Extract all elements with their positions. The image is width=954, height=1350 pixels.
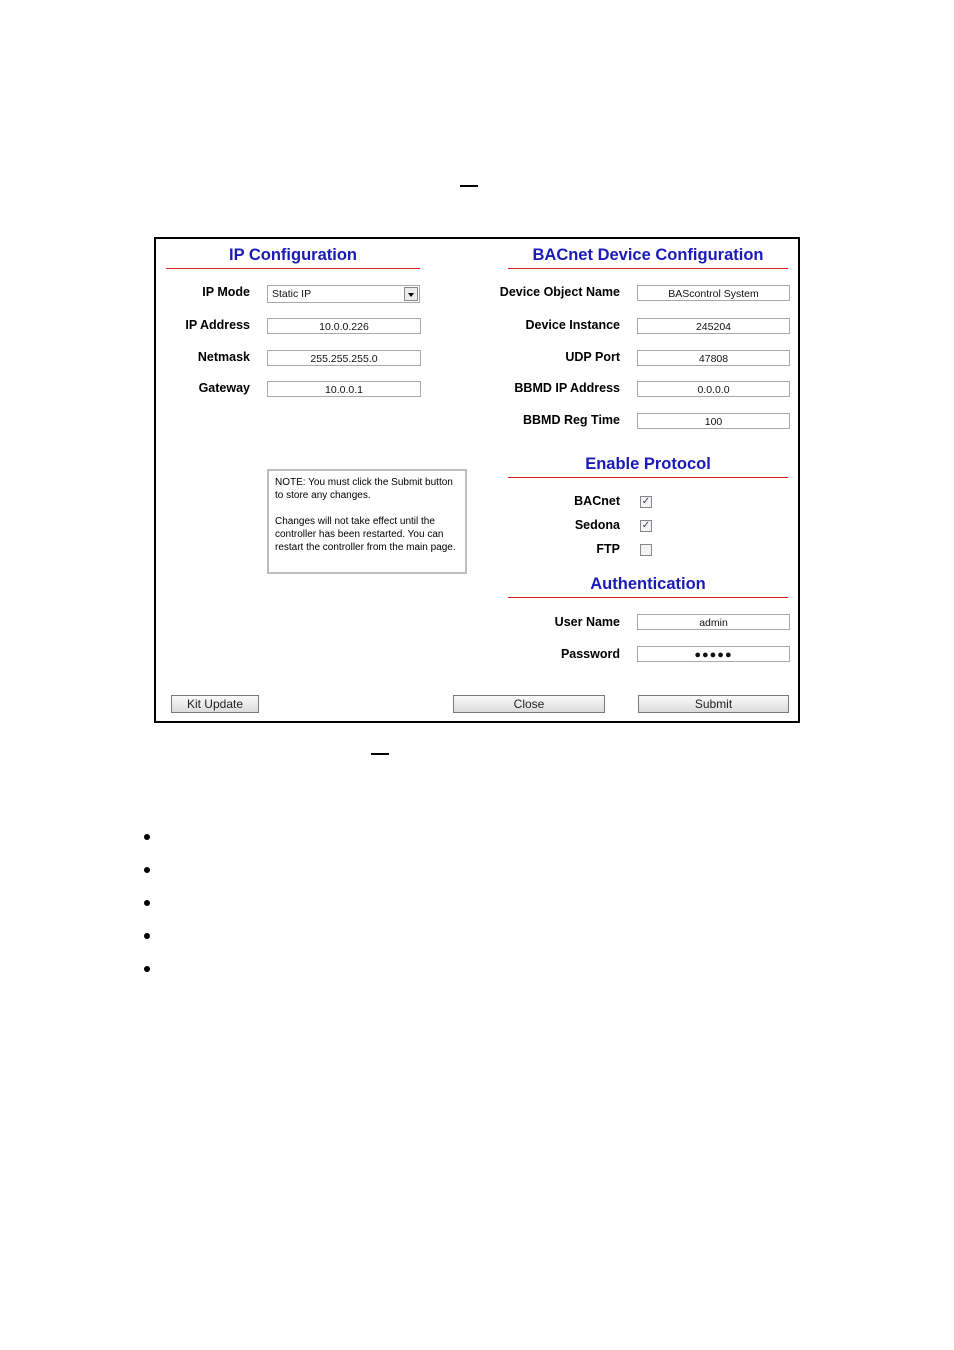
bacnet-config-title: BACnet Device Configuration <box>532 246 764 264</box>
bullet-point <box>144 966 150 972</box>
netmask-input[interactable]: 255.255.255.0 <box>267 350 421 366</box>
note-box <box>267 469 467 574</box>
ftp-protocol-label: FTP <box>596 542 620 556</box>
bbmd-reg-time-label: BBMD Reg Time <box>522 413 620 427</box>
chevron-down-icon[interactable] <box>404 287 418 301</box>
bacnet-checkbox[interactable]: ✓ <box>641 496 651 507</box>
bacnet-protocol-label: BACnet <box>574 494 620 508</box>
authentication-rule <box>508 597 788 598</box>
device-instance-label: Device Instance <box>525 318 620 332</box>
page-dash-bottom <box>371 753 389 755</box>
bullet-point <box>144 834 150 840</box>
gateway-input[interactable]: 10.0.0.1 <box>267 381 421 397</box>
user-name-input[interactable]: admin <box>637 614 790 630</box>
kit-update-button[interactable]: Kit Update <box>171 695 259 713</box>
netmask-label: Netmask <box>197 350 250 364</box>
bullet-point <box>144 900 150 906</box>
config-dialog <box>154 237 800 723</box>
ftp-checkbox[interactable] <box>640 544 652 556</box>
authentication-title: Authentication <box>590 575 706 593</box>
bullet-point <box>144 933 150 939</box>
password-label: Password <box>560 647 620 661</box>
bacnet-config-rule <box>508 268 788 269</box>
ip-config-title: IP Configuration <box>228 246 358 264</box>
sedona-protocol-label: Sedona <box>574 518 620 532</box>
user-name-label: User Name <box>554 615 620 629</box>
sedona-checkbox[interactable]: ✓ <box>641 520 651 531</box>
gateway-label: Gateway <box>198 381 250 395</box>
note-submit-text: NOTE: You must click the Submit button to store any changes. <box>275 477 453 501</box>
bullet-point <box>144 867 150 873</box>
enable-protocol-title: Enable Protocol <box>585 455 711 473</box>
bbmd-ip-address-input[interactable]: 0.0.0.0 <box>637 381 790 397</box>
close-button[interactable]: Close <box>453 695 605 713</box>
password-input[interactable]: ●●●●● <box>637 646 790 662</box>
submit-button[interactable]: Submit <box>638 695 789 713</box>
bbmd-ip-address-label: BBMD IP Address <box>514 381 620 395</box>
ip-address-label: IP Address <box>185 318 250 332</box>
ip-config-rule <box>166 268 420 269</box>
ip-mode-label: IP Mode <box>202 285 250 299</box>
enable-protocol-rule <box>508 477 788 478</box>
ip-mode-select[interactable] <box>267 285 420 303</box>
page-dash-top <box>460 185 478 187</box>
ip-address-input[interactable]: 10.0.0.226 <box>267 318 421 334</box>
device-object-name-input[interactable]: BAScontrol System <box>637 285 790 301</box>
udp-port-label: UDP Port <box>565 350 620 364</box>
note-restart-text: Changes will not take effect until the controller has been restarted. You can restart the controller from the main page. <box>275 516 456 553</box>
ip-mode-value: Static IP <box>272 288 312 300</box>
bbmd-reg-time-input[interactable]: 100 <box>637 413 790 429</box>
device-object-name-label: Device Object Name <box>499 285 620 299</box>
udp-port-input[interactable]: 47808 <box>637 350 790 366</box>
device-instance-input[interactable]: 245204 <box>637 318 790 334</box>
